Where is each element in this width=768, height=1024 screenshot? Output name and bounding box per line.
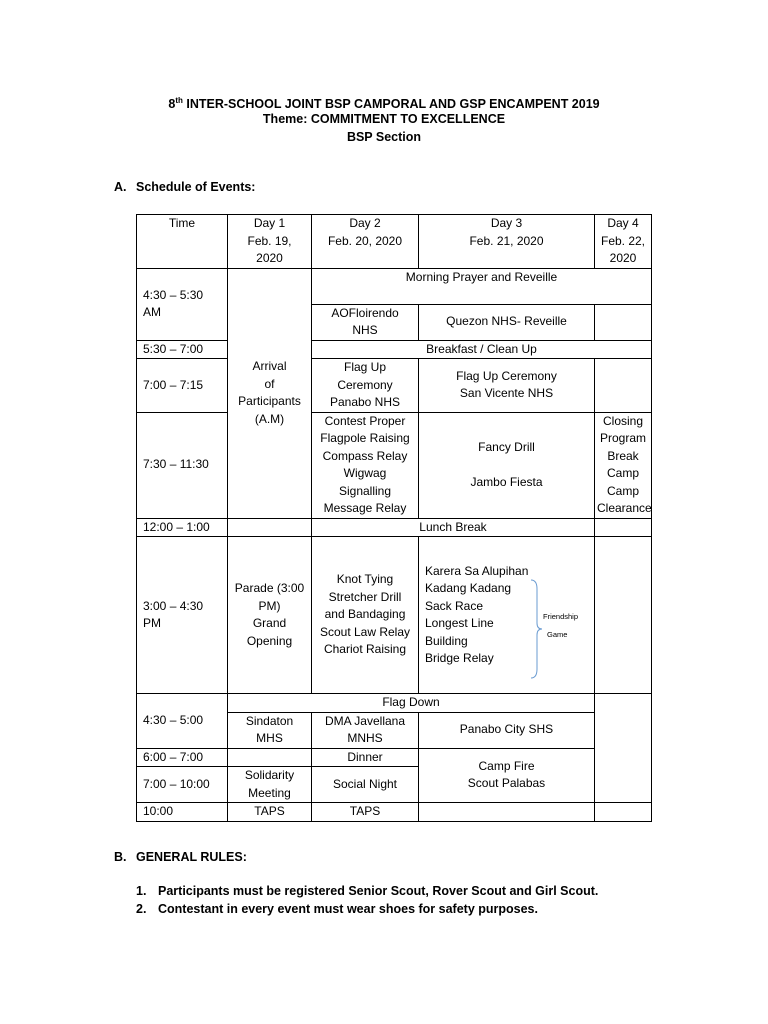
time-cell: 12:00 – 1:00 (137, 518, 228, 537)
time-cell: 6:00 – 7:00 (137, 748, 228, 767)
header-day1: Day 1 Feb. 19, 2020 (228, 215, 312, 269)
schedule-table (136, 214, 652, 822)
lunch-break: Lunch Break (312, 518, 595, 537)
time-cell: 4:30 – 5:00 (137, 694, 228, 749)
day1-sindaton: Sindaton MHS (228, 712, 312, 748)
day2-aofloirendo: AOFloirendo NHS (312, 304, 419, 340)
day4-empty (595, 537, 652, 694)
document-section: BSP Section (346, 130, 422, 144)
day3-panabo-city: Panabo City SHS (419, 712, 595, 748)
header-day2: Day 2 Feb. 20, 2020 (312, 215, 419, 269)
day1-taps: TAPS (228, 803, 312, 822)
morning-prayer: Morning Prayer and Reveille (312, 268, 652, 304)
day2-social-night: Social Night (312, 767, 419, 803)
header-time: Time (137, 215, 228, 269)
header-day4: Day 4 Feb. 22, 2020 (595, 215, 652, 269)
day1-arrival: Arrival of Participants (A.M) (228, 268, 312, 518)
day2-knot-tying: Knot Tying Stretcher Drill and Bandaging Scout Law Relay Chariot Raising (312, 537, 419, 694)
time-cell: 7:00 – 7:15 (137, 359, 228, 413)
time-cell: 5:30 – 7:00 (137, 340, 228, 359)
breakfast: Breakfast / Clean Up (312, 340, 652, 359)
day2-dma: DMA Javellana MNHS (312, 712, 419, 748)
day1-parade: Parade (3:00 PM) Grand Opening (228, 537, 312, 694)
day3-games: Karera Sa Alupihan Kadang Kadang Sack Race Longest Line Building Bridge Relay Friendship Game (419, 537, 595, 694)
day1-empty (228, 518, 312, 537)
day1-solidarity: Solidarity Meeting (228, 767, 312, 803)
list-item: 1. Participants must be registered Senior Scout, Rover Scout and Girl Scout. (136, 884, 599, 898)
time-cell: 7:00 – 10:00 (137, 767, 228, 803)
day3-campfire: Camp Fire Scout Palabas (419, 748, 595, 803)
document-title: 8th INTER-SCHOOL JOINT BSP CAMPORAL AND GSP ENCAMPENT 2019 (168, 96, 600, 112)
time-cell: 7:30 – 11:30 (137, 412, 228, 518)
day4-empty (595, 694, 652, 803)
day3-empty (419, 803, 595, 822)
day2-dinner: Dinner (312, 748, 419, 767)
day1-empty (228, 748, 312, 767)
header-day3: Day 3 Feb. 21, 2020 (419, 215, 595, 269)
list-item: 2. Contestant in every event must wear shoes for safety purposes. (136, 902, 538, 916)
day2-contest: Contest Proper Flagpole Raising Compass Relay Wigwag Signalling Message Relay (312, 412, 419, 518)
section-a-heading: A. Schedule of Events: (114, 180, 256, 194)
day2-taps: TAPS (312, 803, 419, 822)
day4-empty (595, 359, 652, 413)
time-cell: 3:00 – 4:30 PM (137, 537, 228, 694)
time-cell: 4:30 – 5:30 AM (137, 268, 228, 340)
day3-flag-up: Flag Up Ceremony San Vicente NHS (419, 359, 595, 413)
day4-closing: Closing Program Break Camp Camp Clearance (595, 412, 652, 518)
day2-flag-up: Flag Up Ceremony Panabo NHS (312, 359, 419, 413)
day4-empty (595, 304, 652, 340)
section-b-heading: B. GENERAL RULES: (114, 850, 247, 864)
day3-quezon: Quezon NHS- Reveille (419, 304, 595, 340)
day3-fancy-drill: Fancy Drill Jambo Fiesta (419, 412, 595, 518)
time-cell: 10:00 (137, 803, 228, 822)
curly-brace-icon (531, 579, 543, 679)
flag-down: Flag Down (228, 694, 595, 713)
game-label: Game (547, 630, 568, 639)
document-theme: Theme: COMMITMENT TO EXCELLENCE (262, 112, 506, 126)
day4-empty (595, 518, 652, 537)
friendship-label: Friendship (543, 612, 579, 621)
general-rules-list (136, 882, 598, 918)
day4-empty (595, 803, 652, 822)
